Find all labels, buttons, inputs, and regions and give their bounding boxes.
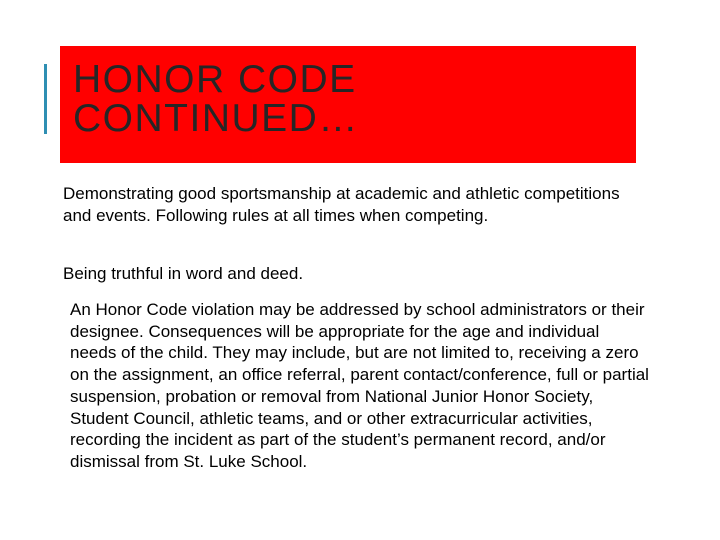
title-banner	[60, 46, 636, 163]
slide-title	[73, 60, 359, 138]
slide-title-line-2: CONTINUED…	[73, 97, 359, 140]
truthfulness-paragraph: Being truthful in word and deed.	[63, 264, 304, 283]
title-accent-bar	[44, 64, 47, 134]
slide-title-line-1: HONOR CODE	[73, 58, 357, 101]
sportsmanship-paragraph: Demonstrating good sportsmanship at academic and athletic competitions and events. Following rules at all times when competing.	[63, 184, 620, 225]
violation-consequences-paragraph: An Honor Code violation may be addressed by school administrators or their designee. Consequences will be appropriate for the age and individual needs of the child. They may include, but are not limited to, receiving a zero on the assignment, an office referral, parent contact/conference, full or partial suspension, probation or removal from National Junior Honor Society, Student Council, athletic teams, and or other extracurricular activities, recording the incident as part of the student’s permanent record, and/or dismissal from St. Luke School.	[70, 300, 649, 471]
